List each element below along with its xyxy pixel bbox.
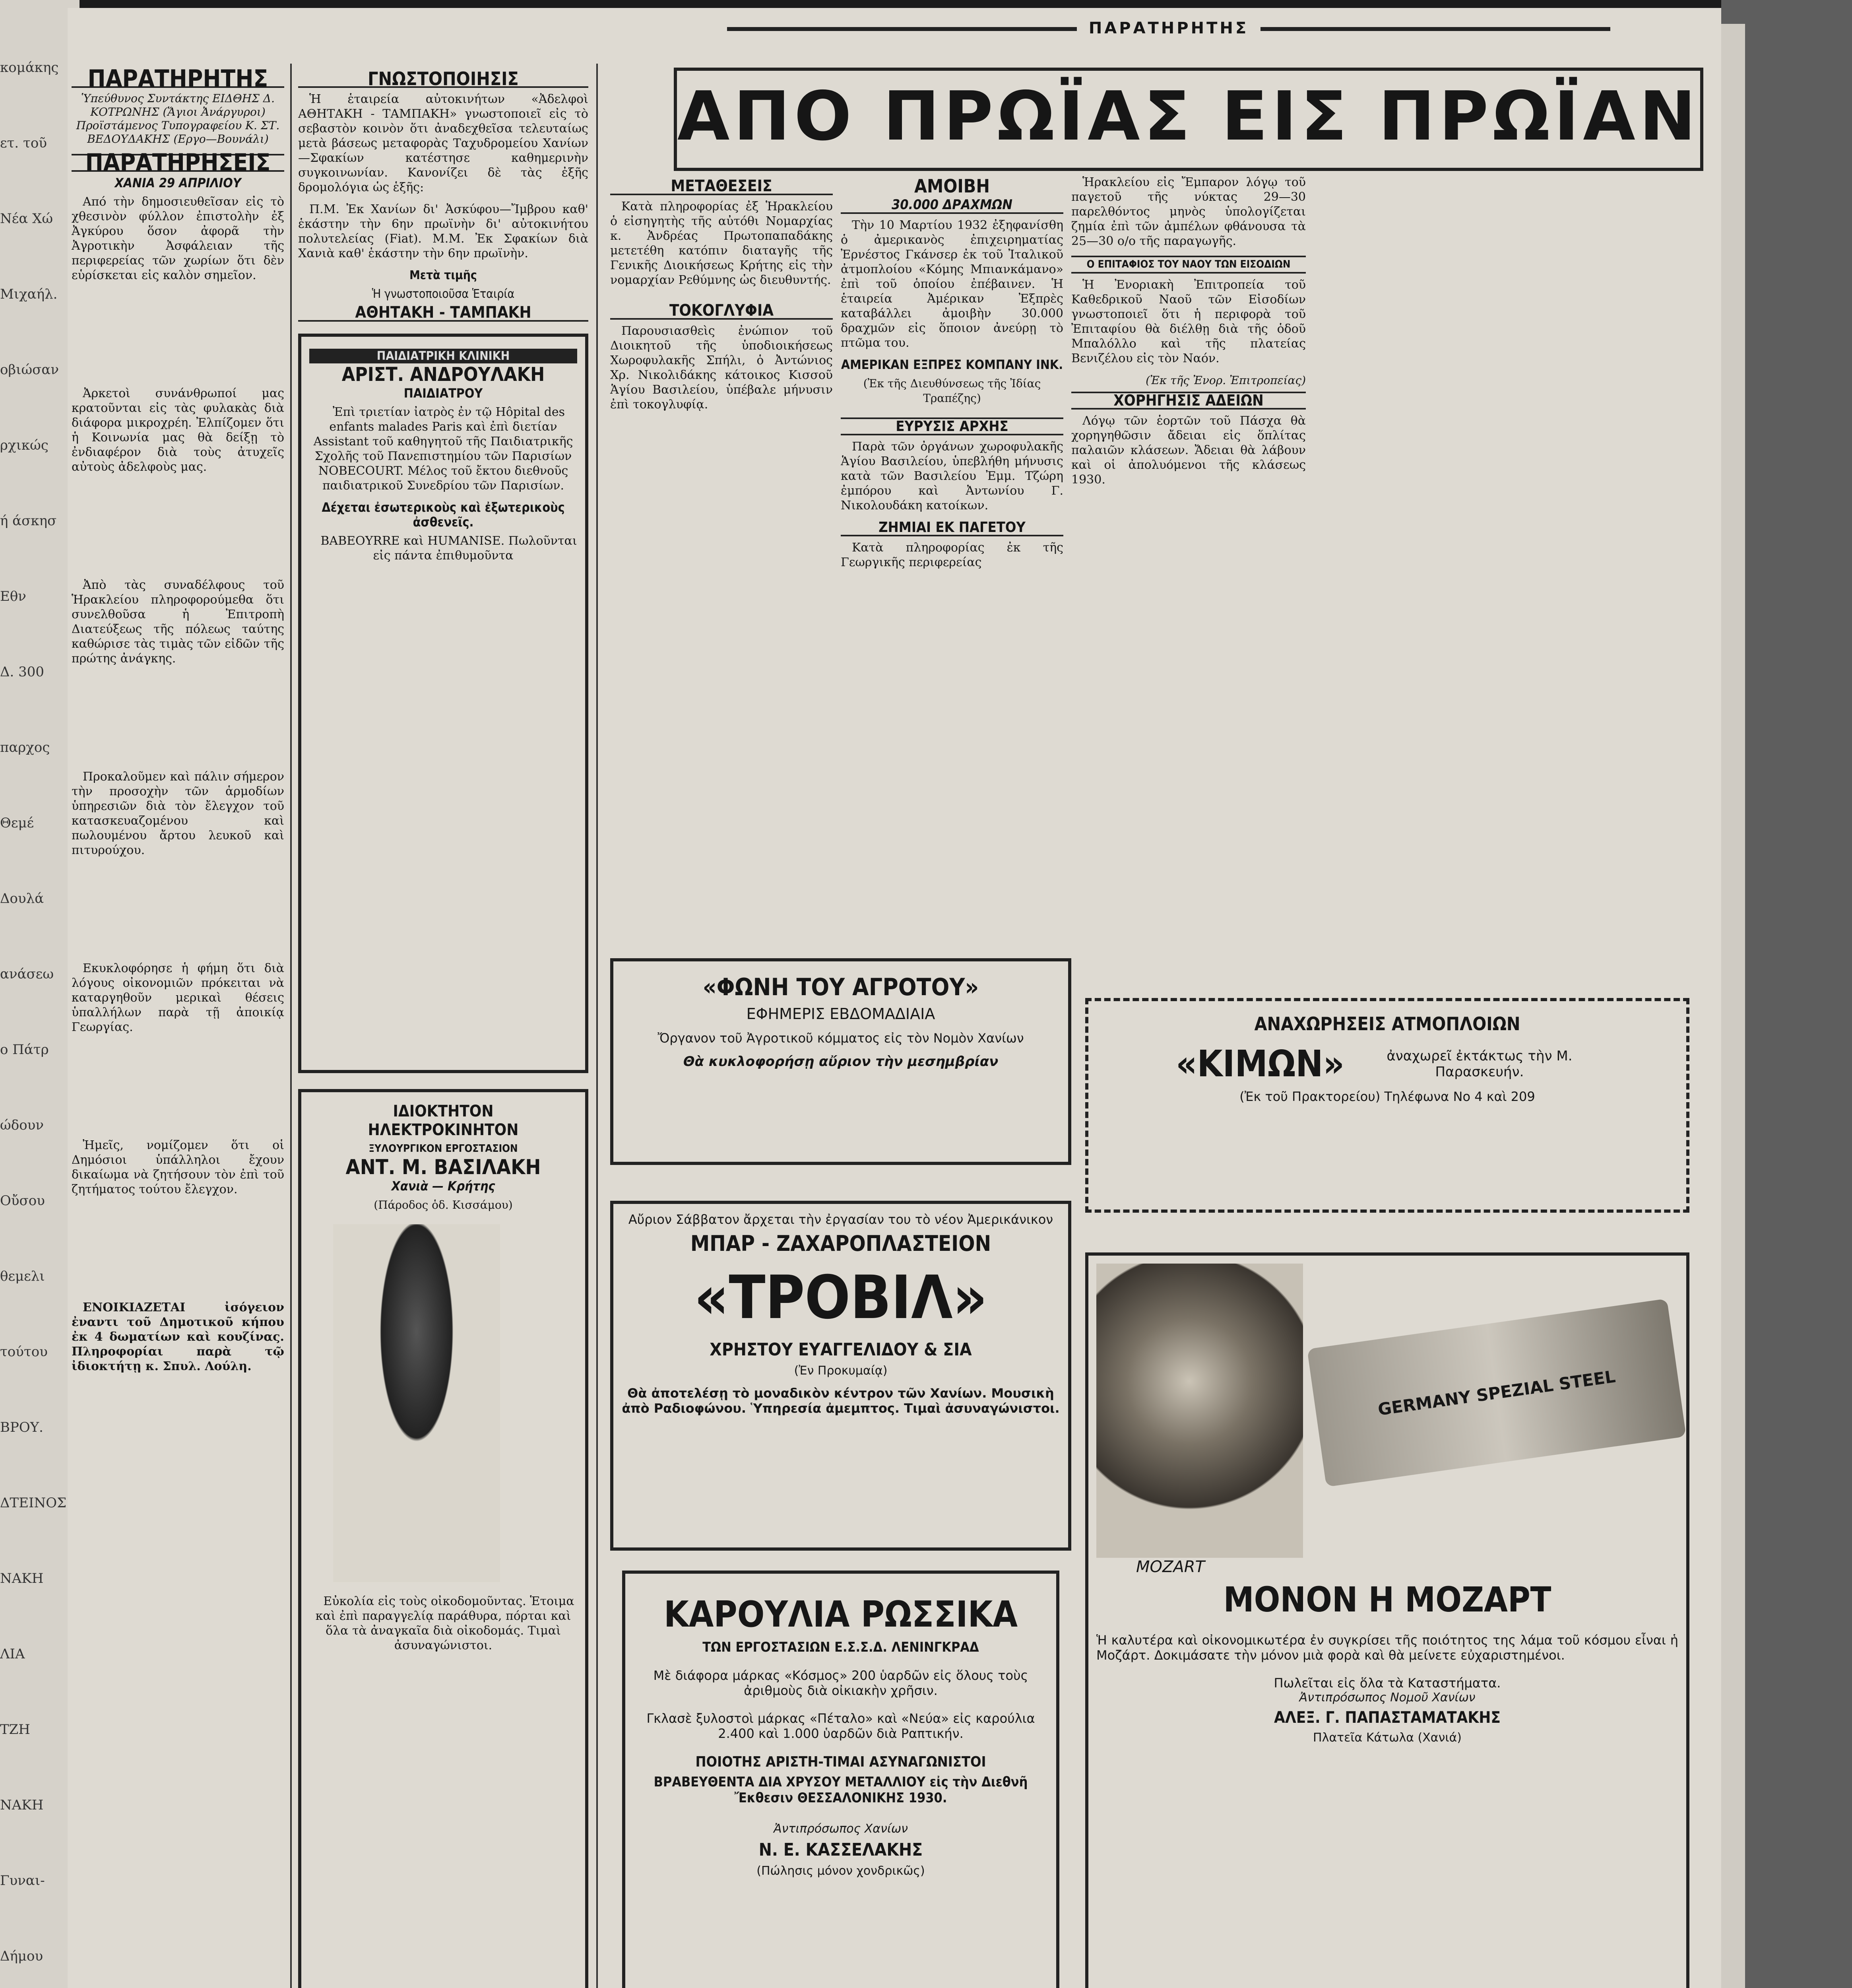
article-body: Ἡρακλείου εἰς Ἔμπαρον λόγῳ τοῦ παγετοῦ τῆς νύκτας 29—30 παρελθόντος μηνὸς ὑπολογίζεται ζημία ἐπὶ τῶν ἀμπέλων φθάνουσα τὰ 25—30 ο/ο τῆς παραγωγῆς. — [1071, 175, 1306, 248]
cropped-text-line: ΒΡΟΥ. — [0, 1419, 43, 1435]
ad-body: Αὔριον Σάββατον ἄρχεται τὴν ἐργασίαν του τὸ νέον Ἀμερικάνικον — [628, 1212, 1053, 1227]
signature: MOZART — [1136, 1558, 1205, 1576]
rep-name: ΑΛΕΞ. Γ. ΠΑΠΑΣΤΑΜΑΤΑΚΗΣ — [1274, 1708, 1501, 1727]
article-body: Παρουσιασθεὶς ἐνώπιον τοῦ Διοικητοῦ τῆς ὑποδιοικήσεως Χωροφυλακῆς Σπήλι, ὁ Ἀντώνιος Χρ. Νικολιδάκης κάτοικος Κισσοῦ Ἁγίου Βασιλείου, ὑπέβαλε μήνυσιν ἐπὶ τοκογλυφίᾳ. — [610, 324, 833, 412]
column-3 — [610, 175, 833, 419]
cropped-text-line: ανάσεω — [0, 966, 54, 982]
ad-body: Θὰ κυκλοφορήσῃ αὔριον τὴν μεσημβρίαν — [683, 1054, 999, 1070]
kimon-ad — [1085, 998, 1689, 1213]
cropped-text-line: ετ. τοῦ — [0, 135, 47, 151]
signoff: Ἡ γνωστοποιοῦσα Ἑταιρία — [372, 287, 515, 301]
cropped-text-line: Θεμέ — [0, 815, 34, 831]
mozart-ad — [1085, 1252, 1689, 1988]
ad-subhead: ΒΡΑΒΕΥΘΕΝΤΑ ΔΙΑ ΧΡΥΣΟΥ ΜΕΤΑΛΛΙΟΥ εἰς τὴν Διεθνῆ Ἔκθεσιν ΘΕΣΣΑΛΟΝΙΚΗΣ 1930. — [654, 1774, 1028, 1806]
ad-subhead: ΕΦΗΜΕΡΙΣ ΕΒΔΟΜΑΔΙΑΙΑ — [746, 1005, 935, 1023]
company-name: ΑΘΗΤΑΚΗ - ΤΑΜΠΑΚΗ — [298, 305, 588, 322]
ad-body: Πωλεῖται εἰς ὅλα τὰ Καταστήματα. — [1274, 1675, 1501, 1691]
column-2 — [298, 68, 588, 1988]
section-banner: ΑΠΟ ΠΡΩΪΑΣ ΕΙΣ ΠΡΩΪΑΝ — [674, 68, 1703, 171]
section-heading: ΓΝΩΣΤΟΠΟΙΗΣΙΣ — [298, 72, 588, 88]
page-edge — [1721, 24, 1745, 1988]
ship-name: «ΚΙΜΩΝ» — [1176, 1043, 1344, 1085]
column-4 — [841, 175, 1063, 577]
section-heading: ΤΟΚΟΓΛΥΦΙΑ — [610, 303, 833, 320]
company-name: ΑΜΕΡΙΚΑΝ ΕΞΠΡΕΣ ΚΟΜΠΑΝΥ ΙΝΚ. — [841, 357, 1063, 372]
section-heading: ΑΜΟΙΒΗ — [914, 175, 990, 197]
ad-body: (Ἐκ τοῦ Πρακτορείου) Τηλέφωνα Νο 4 καὶ 209 — [1239, 1089, 1535, 1104]
section-heading: ΧΟΡΗΓΗΣΙΣ ΑΔΕΙΩΝ — [1071, 392, 1306, 410]
article-body: Κατὰ πληροφορίας ἐκ τῆς Γεωργικῆς περιφερείας — [841, 541, 1063, 569]
agrotou-ad — [610, 958, 1071, 1165]
article-body: Παρὰ τῶν ὀργάνων χωροφυλακῆς Ἁγίου Βασιλείου, ὑπεβλήθη μήνυσις κατὰ τῶν Βασιλείου Ἐμμ. Τζώρη ἐμπόρου καὶ Ἀντωνίου Γ. Νικολουδάκη κατοίκων. — [841, 440, 1063, 513]
trovil-ad — [610, 1201, 1071, 1551]
cropped-text-line: ΔΤΕΙΝΟΣ — [0, 1495, 67, 1511]
section-subheading: 30.000 ΔΡΑΧΜΩΝ — [841, 198, 1063, 214]
section-heading: ΠΑΡΑΤΗΡΗΣΕΙΣ — [72, 154, 284, 172]
ad-body: ΒΑΒΕΟΥRRE καὶ HUMANISE. Πωλοῦνται εἰς πάντα ἐπιθυμοῦντα — [320, 534, 577, 563]
staff-credits: Ὑπεύθυνος Συντάκτης ΕΙΔΘΗΣ Δ. ΚΟΤΡΩΝΗΣ (Ἅγιοι Ἀνάργυροι) Προϊστάμενος Τυπογραφείου Κ. ΣΤ. ΒΕΔΟΥΔΑΚΗΣ (Εργο—Βουνάλι) — [76, 92, 280, 146]
schedule-text: Π.Μ. Ἐκ Χανίων δι' Ἀσκύφου—Ἴμβρου καθ' ἑκάστην τὴν 6ην πρωϊνὴν δι' αὐτοκινήτου πολυτελείας (Fiat). Μ.Μ. Ἐκ Σφακίων διὰ Χανιὰ καθ' ἑκάστην τὴν 6ην πρωϊνὴν. — [298, 202, 588, 260]
page-masthead: ΠΑΡΑΤΗΡΗΤΗΣ — [632, 19, 1705, 37]
cropped-text-line: Μιχαήλ. — [0, 286, 58, 302]
ad-headline: ΜΟΝΟΝ Η ΜΟΖΑΡΤ — [1223, 1580, 1551, 1620]
article-paragraph: Ἀπὸ τὰς συναδέλφους τοῦ Ἡρακλείου πληροφορούμεθα ὅτι συνελθοῦσα ἡ Ἐπιτροπὴ Διατεύξεως τῆς πόλεως ταύτης καθώρισε τὰς τιμὰς τῶν εἰδῶν τῆς πρώτης ἀνάγκης. — [72, 578, 284, 666]
section-heading: ΖΗΜΙΑΙ ΕΚ ΠΑΓΕΤΟΥ — [841, 520, 1063, 536]
section-heading: ΕΥΡΥΣΙΣ ΑΡΧΗΣ — [841, 417, 1063, 435]
ad-body: ἀναχωρεῖ ἐκτάκτως τὴν Μ. Παρασκευήν. — [1387, 1048, 1573, 1080]
signoff: (Ἐκ τῆς Διευθύνσεως τῆς Ἰδίας Τραπέζης) — [863, 377, 1041, 405]
ad-body: Ὄργανον τοῦ Ἀγροτικοῦ κόμματος εἰς τὸν Νομὸν Χανίων — [657, 1031, 1024, 1046]
column-5 — [1071, 175, 1306, 494]
karoulia-ad — [622, 1571, 1059, 1988]
rep-title: Ἀντιπρόσωπος Χανίων — [774, 1822, 908, 1836]
article-body: Λόγῳ τῶν ἑορτῶν τοῦ Πάσχα θὰ χορηγηθῶσιν ἄδειαι εἰς ὅπλίτας παλαιῶν κλάσεων. Ἄδειαι θὰ λάβουν καὶ οἱ ἀπολυόμενοι τῆς κλάσεως 1930. — [1071, 414, 1306, 487]
cropped-text-line: θεμελι — [0, 1268, 45, 1284]
razor-blade-image: GERMANY SPEZIAL STEEL — [1307, 1299, 1686, 1487]
ad-subhead: ΜΠΑΡ - ΖΑΧΑΡΟΠΛΑΣΤΕΙΟΝ — [690, 1231, 991, 1256]
cropped-text-line: κομάκης — [0, 60, 59, 76]
article-paragraph: Ἀρκετοὶ συνάνθρωποί μας κρατοῦνται εἰς τὰς φυλακὰς διὰ διάφορα μικροχρέη. Ἐλπίζομεν ὅτι ἡ Κοινωνία μας θὰ δείξῃ τὸ ἐνδιαφέρον διὰ τοὺς ἀτυχεῖς αὐτοὺς ἀδελφοὺς μας. — [72, 386, 284, 474]
bandsaw-illustration — [333, 1224, 500, 1582]
ad-subhead: ΠΟΙΟΤΗΣ ΑΡΙΣΤΗ-ΤΙΜΑΙ ΑΣΥΝΑΓΩΝΙΣΤΟΙ — [695, 1754, 986, 1770]
column-rule — [596, 64, 598, 1988]
article-body — [72, 194, 284, 1197]
cropped-text-line: ρχικώς — [0, 437, 48, 453]
article-body: Ἡ Ἐνοριακὴ Ἐπιτροπεία τοῦ Καθεδρικοῦ Ναοῦ τῶν Εἰσοδίων γνωστοποιεῖ ὅτι ἡ περιφορὰ τοῦ Ἐπιταφίου θὰ διέλθῃ διὰ τῆς ὁδοῦ Μπαλόλλο καὶ τῆς πλατείας Βενιζέλου εἰς τὸν Ναόν. — [1071, 278, 1306, 365]
signoff: (Ἐκ τῆς Ἐνορ. Ἐπιτροπείας) — [1146, 374, 1306, 387]
woodshop-ad — [298, 1089, 588, 1988]
doctor-role: ΠΑΙΔΙΑΤΡΟΥ — [403, 386, 483, 401]
cropped-text-line: Εθν — [0, 588, 26, 604]
section-heading: Ο ΕΠΙΤΑΦΙΟΣ ΤΟΥ ΝΑΟΥ ΤΩΝ ΕΙΣΟΔΙΩΝ — [1071, 256, 1306, 274]
cropped-text-line: Δ. 300 — [0, 664, 45, 680]
rep-title: Ἀντιπρόσωπος Νομοῦ Χανίων — [1299, 1691, 1476, 1705]
column-1 — [72, 65, 284, 1381]
ad-body: Ἐπὶ τριετίαν ἰατρὸς ἐν τῷ Hôpital des enfants malades Paris καὶ ἐπὶ διετίαν Assistant τοῦ καθηγητοῦ τῆς Παιδιατρικῆς Σχολῆς τοῦ Πανεπιστημίου τῶν Παρισίων NOBECOURT. Μέλος τοῦ ἔκτου διεθνοῦς παιδιατρικοῦ Συνεδρίου τῶν Παρισίων. — [313, 405, 573, 493]
ad-headline: ΙΔΙΟΚΤΗΤΟΝ — [393, 1102, 494, 1120]
cropped-text-line: Οὔσου — [0, 1193, 45, 1209]
cropped-text-line: Γυναι- — [0, 1873, 45, 1889]
ad-headline: «ΦΩΝΗ ΤΟΥ ΑΓΡΟΤΟΥ» — [702, 973, 979, 1001]
newspaper-page — [68, 8, 1721, 1988]
doctor-name: ΑΡΙΣΤ. ΑΝΔΡΟΥΛΑΚΗ — [341, 363, 545, 386]
ad-body: Ἡ καλυτέρα καὶ οἰκονομικωτέρα ἐν συγκρίσει τῆς ποιότητος της λάμα τοῦ κόσμου εἶναι ἡ Μοζάρτ. Δοκιμάσατε τὴν μόνον μιὰ φορὰ καὶ θὰ μείνετε εὐχαριστημένοι. — [1096, 1633, 1678, 1663]
address: (Πάροδος ὁδ. Κισσάμου) — [374, 1198, 513, 1211]
cropped-text-line: ή άσκησ — [0, 513, 57, 529]
ad-headline: ΗΛΕΚΤΡΟΚΙΝΗΤΟΝ — [368, 1121, 519, 1139]
section-heading: ΜΕΤΑΘΕΣΕΙΣ — [610, 179, 833, 195]
rep-name: Ν. Ε. ΚΑΣΣΕΛΑΚΗΣ — [758, 1840, 923, 1860]
cropped-text-line: ΝΑΚΗ — [0, 1797, 44, 1813]
article-paragraph: Ἠμεῖς, νομίζομεν ὅτι οἱ Δημόσιοι ὑπάλληλοι ἔχουν δικαίωμα νὰ ζητήσουν τὸν ἐπὶ τοῦ ζητήματος τούτου ἔλεγχον. — [72, 1138, 284, 1196]
owner-name: ΧΡΗΣΤΟΥ ΕΥΑΓΓΕΛΙΔΟΥ & ΣΙΑ — [710, 1340, 972, 1360]
article-body: Κατὰ πληροφορίας ἐξ Ἡρακλείου ὁ εἰσηγητὴς τῆς αὐτόθι Νομαρχίας κ. Ἀνδρέας Πρωτοπαπαδάκης μετετέθη κατόπιν διαταγῆς τῆς Γενικῆς Διοικήσεως Κρήτης εἰς τὴν νομαρχίαν Ρεθύμνης ὡς διευθυντής. — [610, 200, 833, 287]
article-paragraph: Εκυκλοφόρησε ἡ φήμη ὅτι διὰ λόγους οἰκονομιῶν πρόκειται νὰ καταργηθοῦν μερικαὶ θέσεις ὑπαλλήλων παρὰ τῇ ἀποικίᾳ Γεωργίας. — [72, 961, 284, 1034]
ad-headline: «ΤΡΟΒΙΛ» — [694, 1263, 987, 1332]
ad-subhead: ΞΥΛΟΥΡΓΙΚΟΝ ΕΡΓΟΣΤΑΣΙΟΝ — [368, 1143, 518, 1155]
ad-headline: ΑΝΑΧΩΡΗΣΕΙΣ ΑΤΜΟΠΛΟΙΩΝ — [1254, 1013, 1520, 1035]
ad-body: Γκλασὲ ξυλοστοὶ μάρκας «Πέταλο» καὶ «Νεύα» εἰς καρούλια 2.400 καὶ 1.000 ὑαρδῶν διὰ Ραπτικήν. — [646, 1711, 1035, 1741]
ad-body: Εὐκολία εἰς τοὺς οἰκοδομοῦντας. Ἑτοιμα καὶ ἐπὶ παραγγελίᾳ παράθυρα, πόρται καὶ ὅλα τὰ ἀναγκαῖα διὰ οἰκοδομάς. Τιμαὶ ἀσυναγώνιστοι. — [315, 1594, 574, 1652]
cropped-text-line: Δουλά — [0, 891, 44, 907]
cropped-text-line: οβιώσαν — [0, 362, 59, 378]
column-rule — [290, 64, 292, 1988]
cropped-text-line: ΤΖΗ — [0, 1722, 30, 1738]
location: (Ἐν Προκυμαίᾳ) — [794, 1364, 888, 1378]
cropped-text-line: ΛΙΑ — [0, 1646, 25, 1662]
cropped-text-line: τούτου — [0, 1344, 48, 1360]
classified-notice: ΕΝΟΙΚΙΑΖΕΤΑΙ ἰσόγειον ἐναντι τοῦ Δημοτικοῦ κήπου ἐκ 4 δωματίων καὶ κουζίνας. Πληροφορίαι παρὰ τῷ ἰδιοκτήτῃ κ. Σπυλ. Λούλη. — [72, 1301, 284, 1373]
cropped-text-line: ΝΑΚΗ — [0, 1571, 44, 1586]
article-body: Τὴν 10 Μαρτίου 1932 ἐξηφανίσθη ὁ ἀμερικανὸς ἐπιχειρηματίας Ἐρνέστος Γκάνσερ ἐκ τοῦ Ἰταλικοῦ ἀτμοπλοίου «Κόμης Μπιανκάμανο» ἐπὶ τοῦ ὁποίου ἐπέβαινεν. Ἡ ἑταιρεία Ἀμέρικαν Ἐξπρὲς καταβάλλει ἀμοιβὴν 30.000 δραχμῶν εἰς ὅποιον ἀνεύρῃ τὸ πτῶμα του. — [841, 218, 1063, 350]
signoff: Μετὰ τιμῆς — [409, 268, 477, 282]
cropped-text-line: Δήμου — [0, 1948, 43, 1964]
ad-body: Θὰ ἀποτελέσῃ τὸ μοναδικὸν κέντρον τῶν Χανίων. Μουσικὴ ἀπὸ Ραδιοφώνου. Ὑπηρεσία ἀμεμπτος. Τιμαὶ ἀσυναγώνιστοι. — [622, 1386, 1060, 1416]
article-paragraph: Προκαλοῦμεν καὶ πάλιν σήμερον τὴν προσοχὴν τῶν ἁρμοδίων ὑπηρεσιῶν διὰ τὸν ἔλεγχον τοῦ κατασκευαζομένου καὶ πωλουμένου ἄρτου λευκοῦ καὶ πιτυρούχου. — [72, 770, 284, 857]
cropped-text-line: Νέα Χώ — [0, 211, 53, 227]
dateline: ΧΑΝΙΑ 29 ΑΠΡΙΛΙΟΥ — [114, 175, 241, 190]
article-paragraph: Από τὴν δημοσιευθεῖσαν εἰς τὸ χθεσινὸν φύλλον ἐπιστολὴν ἐξ Ἀγκύρου ὅσον ἀφορᾶ τὴν Ἀγροτικὴν Ἀσφάλειαν τῆς περιφερείας τῶν χωρίων ὅτι δὲν εὑρίσκεται εἰς καλὸν σημεῖον. — [72, 195, 284, 282]
ad-subhead: Δέχεται ἐσωτερικοὺς καὶ ἐξωτερικοὺς ἀσθενεῖς. — [322, 500, 565, 530]
portrait-illustration — [1096, 1264, 1303, 1558]
cropped-text-line: ώδουν — [0, 1117, 44, 1133]
location: Χανιὰ — Κρήτης — [391, 1178, 495, 1194]
owner-name: ΑΝΤ. Μ. ΒΑΣΙΛΑΚΗ — [345, 1155, 541, 1179]
paper-title: ΠΑΡΑΤΗΡΗΤΗΣ — [72, 72, 284, 88]
clinic-ad — [298, 334, 588, 1073]
ad-headline: ΚΑΡΟΥΛΙΑ ΡΩΣΣΙΚΑ — [663, 1594, 1018, 1635]
address: Πλατεῖα Κάτωλα (Χανιά) — [1313, 1731, 1462, 1745]
article-body: Ἡ ἑταιρεία αὐτοκινήτων «Ἀδελφοὶ ΑΘΗΤΑΚΗ - ΤΑΜΠΑΚΗ» γνωστοποιεῖ εἰς τὸ σεβαστὸν κοινὸν ὅτι ἀναδεχθεῖσα τελευταίως μετὰ βάσεως μεταφορὰς Ταχυδρομείου Χανίων—Σφακίων κατέστησε καθημερινὴν συγκοινωνίαν. Κανονίζει δὲ τὰς ἐξῆς δρομολόγια ὡς ἑξῆς: — [298, 92, 588, 194]
cropped-text-line: ο Πάτρ — [0, 1042, 49, 1058]
ad-subhead: ΤΩΝ ΕΡΓΟΣΤΑΣΙΩΝ Ε.Σ.Σ.Δ. ΛΕΝΙΝΓΚΡΑΔ — [702, 1639, 979, 1655]
ad-body: Μὲ διάφορα μάρκας «Κόσμος» 200 ὑαρδῶν εἰς ὅλους τοὺς ἀριθμοὺς διὰ οἰκιακὴν χρῆσιν. — [653, 1668, 1028, 1698]
rep-note: (Πώλησις μόνον χονδρικῶς) — [756, 1864, 925, 1878]
ad-label: ΠΑΙΔΙΑΤΡΙΚΗ ΚΛΙΝΙΚΗ — [309, 349, 577, 363]
cropped-text-line: παρχος — [0, 740, 50, 755]
